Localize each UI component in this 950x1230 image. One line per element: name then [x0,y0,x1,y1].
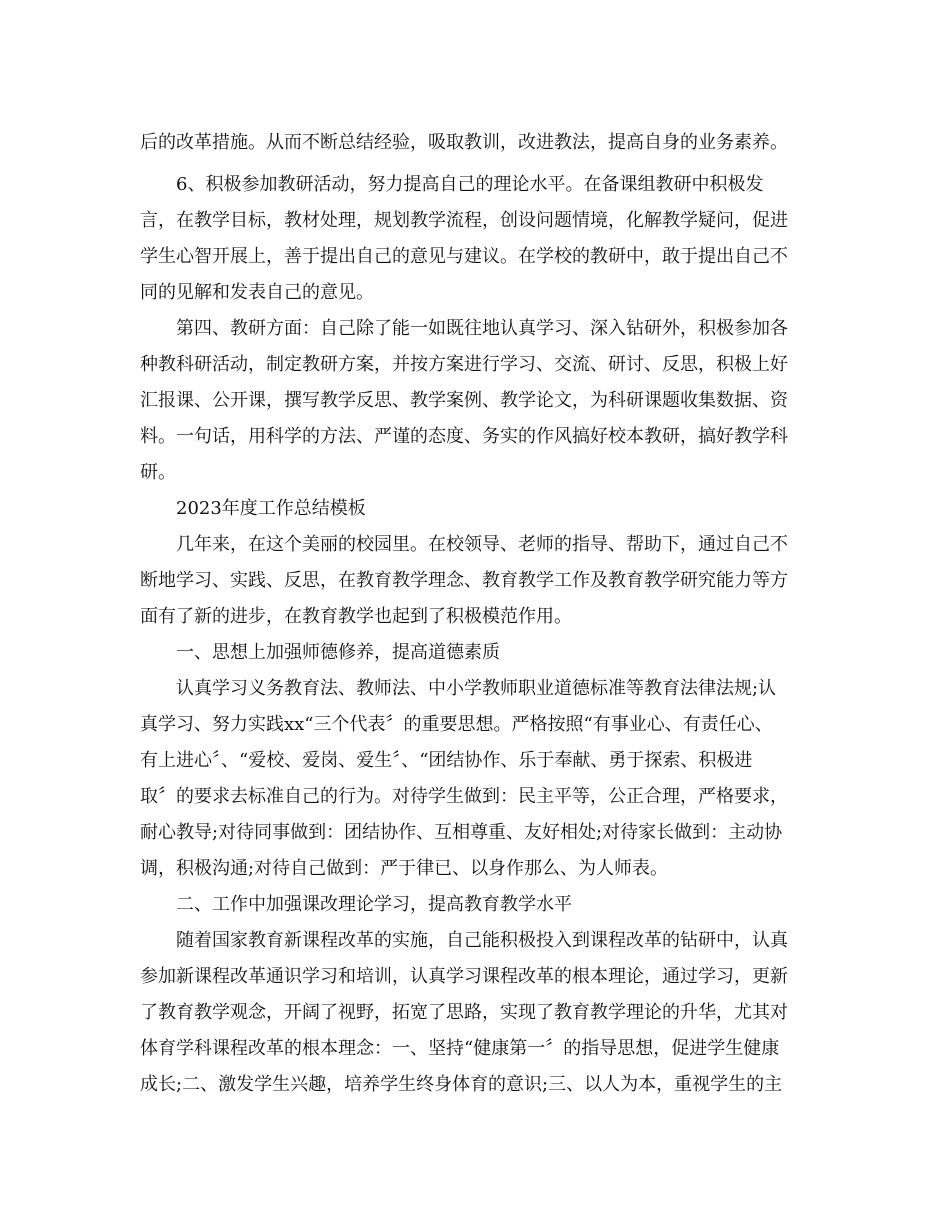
text-line: 料。一句话，用科学的方法、严谨的态度、务实的作风搞好校本教研，搞好教学科 [140,426,788,447]
text-line: 真学习、努力实践xx“三个代表〞的重要思想。严格按照“有事业心、有责任心、 [140,714,773,735]
text-line: 种教科研活动，制定教研方案，并按方案进行学习、交流、研讨、反思，积极上好 [140,354,788,375]
text-line: 调，积极沟通;对待自己做到：严于律已、以身作那么、为人师表。 [140,858,669,879]
paragraph-start-line: 第四、教研方面：自己除了能一如既往地认真学习、深入钻研外，积极参加各 [176,318,788,339]
paragraph-start-line: 几年来，在这个美丽的校园里。在校领导、老师的指导、帮助下，通过自己不 [176,534,788,555]
paragraph-start-line: 认真学习义务教育法、教师法、中小学教师职业道德标准等教育法律法规;认 [176,678,777,699]
section-title: 2023年度工作总结模板 [176,498,366,519]
section-heading: 二、工作中加强课改理论学习，提高教育教学水平 [176,894,572,915]
text-line: 耐心教导;对待同事做到：团结协作、互相尊重、友好相处;对待家长做到：主动协 [140,822,783,843]
paragraph-start-line: 随着国家教育新课程改革的实施，自己能积极投入到课程改革的钻研中，认真 [176,930,788,951]
paragraph-start-line: 6、积极参加教研活动，努力提高自己的理论水平。在备课组教研中积极发 [176,174,764,195]
text-line: 后的改革措施。从而不断总结经验，吸取教训，改进教法，提高自身的业务素养。 [140,132,788,153]
text-line: 成长;二、激发学生兴趣，培养学生终身体育的意识;三、以人为本，重视学生的主 [140,1074,783,1095]
text-line: 体育学科课程改革的根本理念：一、坚持“健康第一〞的指导思想，促进学生健康 [140,1038,780,1059]
text-line: 取〞的要求去标准自己的行为。对待学生做到：民主平等，公正合理，严格要求， [140,786,788,807]
text-line: 了教育教学观念，开阔了视野，拓宽了思路，实现了教育教学理论的升华，尤其对 [140,1002,788,1023]
text-line: 研。 [140,462,176,483]
section-heading: 一、思想上加强师德修养，提高道德素质 [176,642,500,663]
text-line: 断地学习、实践、反思，在教育教学理念、教育教学工作及教育教学研究能力等方 [140,570,788,591]
text-line: 学生心智开展上，善于提出自己的意见与建议。在学校的教研中，敢于提出自己不 [140,246,788,267]
text-line: 言，在教学目标，教材处理，规划教学流程，创设问题情境，化解教学疑问，促进 [140,210,788,231]
text-line: 汇报课、公开课，撰写教学反思、教学案例、教学论文，为科研课题收集数据、资 [140,390,788,411]
text-line: 面有了新的进步，在教育教学也起到了积极模范作用。 [140,606,572,627]
text-line: 参加新课程改革通识学习和培训，认真学习课程改革的根本理论，通过学习，更新 [140,966,788,987]
text-line: 同的见解和发表自己的意见。 [140,282,374,303]
text-line: 有上进心〞、“爱校、爱岗、爱生〞、“团结协作、乐于奉献、勇于探索、积极进 [140,750,753,771]
